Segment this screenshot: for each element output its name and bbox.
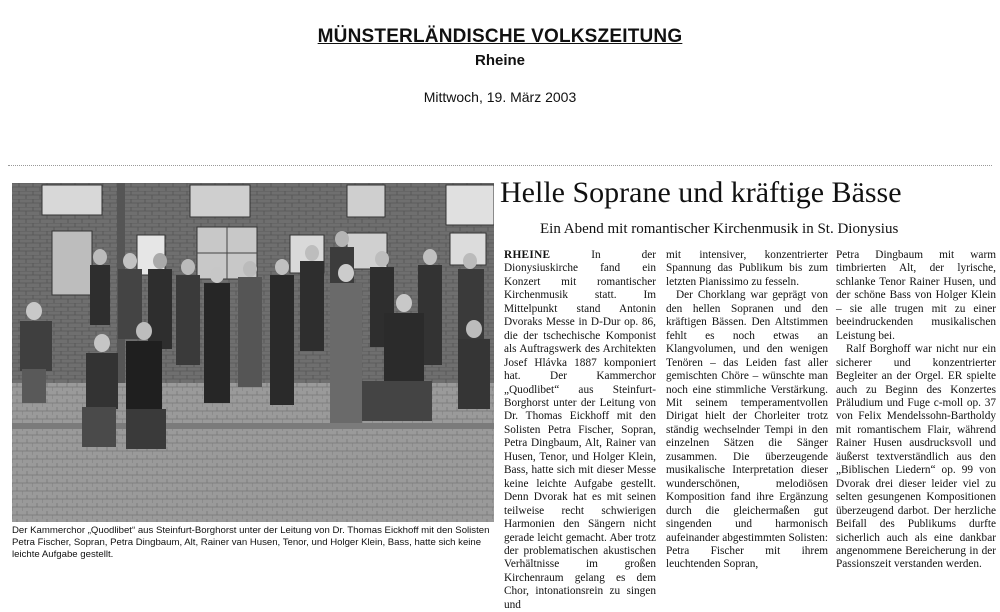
- article-column-1: [504, 249, 656, 612]
- article-subheadline: Ein Abend mit romantischer Kirchenmusik in St. Dionysius: [540, 221, 899, 237]
- clipping-divider: [8, 165, 992, 166]
- choir-photo: [12, 183, 494, 522]
- masthead: [0, 26, 1000, 105]
- article-paragraph: [504, 249, 656, 612]
- choir-photo-image: [12, 183, 494, 522]
- edition-city: Rheine: [474, 52, 525, 69]
- article-column-3: [836, 249, 996, 572]
- article-paragraph: Ralf Borghoff war nicht nur ein sicherer und konzentrierter Begleiter an der Orgel. ER spielte auch zu Beginn des Konzertes Präludium und Fuge c-moll op. 37 von Felix Mendelssohn-Bartholdy mit romantischem Flair, während Rainer Husen ausdrucksvoll und äußerst textverständlich aus den „Biblischen Liedern“ op. 99 von Dvorak drei dieser leider viel zu selten gesungenen Kompositionen überzeugend darbot. Der herzliche Beifall des Publikums durfte sicherlich auch als eine dankbar angenommene Bereicherung in der Passionszeit verstanden werden.: [836, 343, 996, 571]
- article-dateline: RHEINE: [504, 249, 551, 261]
- article-paragraph: mit intensiver, konzentrierter Spannung das Publikum bis zum letzten Pianissimo zu fesseln.: [666, 249, 828, 288]
- photo-caption: Der Kammerchor „Quodlibet“ aus Steinfurt-Borghorst unter der Leitung von Dr. Thomas Eickhoff mit den Solisten Petra Fischer, Sopran, Petra Dingbaum, Alt, Rainer van Husen, Tenor, und Holger Klein, Bass, hatte sich keine leichte Aufgabe gestellt.: [12, 525, 490, 560]
- newspaper-title: MÜNSTERLÄNDISCHE VOLKSZEITUNG: [317, 26, 683, 47]
- publication-date: Mittwoch, 19. März 2003: [423, 89, 577, 105]
- article-column-2: [666, 249, 828, 572]
- article-headline: Helle Soprane und kräftige Bässe: [500, 176, 902, 209]
- article-paragraph: Petra Dingbaum mit warm timbrierten Alt, der lyrische, schlanke Tenor Rainer Husen, und der schöne Bass von Holger Klein – sie alle trugen mit zu einer beeindruckenden musikalischen Leistung bei.: [836, 249, 996, 342]
- paragraph-text: In der Dionysiuskirche fand ein Konzert mit romantischer Kirchenmusik statt. Im Mittelpunkt stand Antonin Dvoraks Messe in D-Dur op. 86, die der tschechische Komponist als Auftragswerk des Architekten Josef Hlávka 1887 komponiert hat. Der Kammerchor „Quodlibet“ aus Steinfurt-Borghorst unter der Leitung von Dr. Thomas Eickhoff mit den Solisten Petra Fischer, Sopran, Petra Dingbaum, Alt, Rainer van Husen, Tenor, und Holger Klein, Bass, hatte sich mit dieser Messe keine leichte Aufgabe gestellt. Denn Dvorak hat es mit seinen teilweise recht schwierigen Harmonien den Sängern nicht gerade leicht gemacht. Aber trotz der problematischen akustischen Verhältnisse im großen Kirchenraum gelang es dem Chor, intonationsrein zu singen und: [504, 249, 656, 611]
- article-paragraph: Der Chorklang war geprägt von den hellen Sopranen und den kräftigen Bässen. Den Altstimmen fehlt es noch etwas an Klangvolumen, und den wenigen Tenören – das Leiden fast aller gemischten Chöre – wünschte man noch eine stimmliche Verstärkung. Mit seinem temperamentvollen Dirigat hielt der Chorleiter trotz ständig wechselnder Tempi in den einzelnen Sätzen die Sänger zusammen. Die überzeugende musikalische Interpretation dieser wunderschönen, melodiösen Komposition fand ihre Ergänzung durch die gleichermaßen gut singenden und harmonisch aufeinander abgestimmten Solisten: Petra Fischer mit ihrem leuchtenden Sopran,: [666, 289, 828, 571]
